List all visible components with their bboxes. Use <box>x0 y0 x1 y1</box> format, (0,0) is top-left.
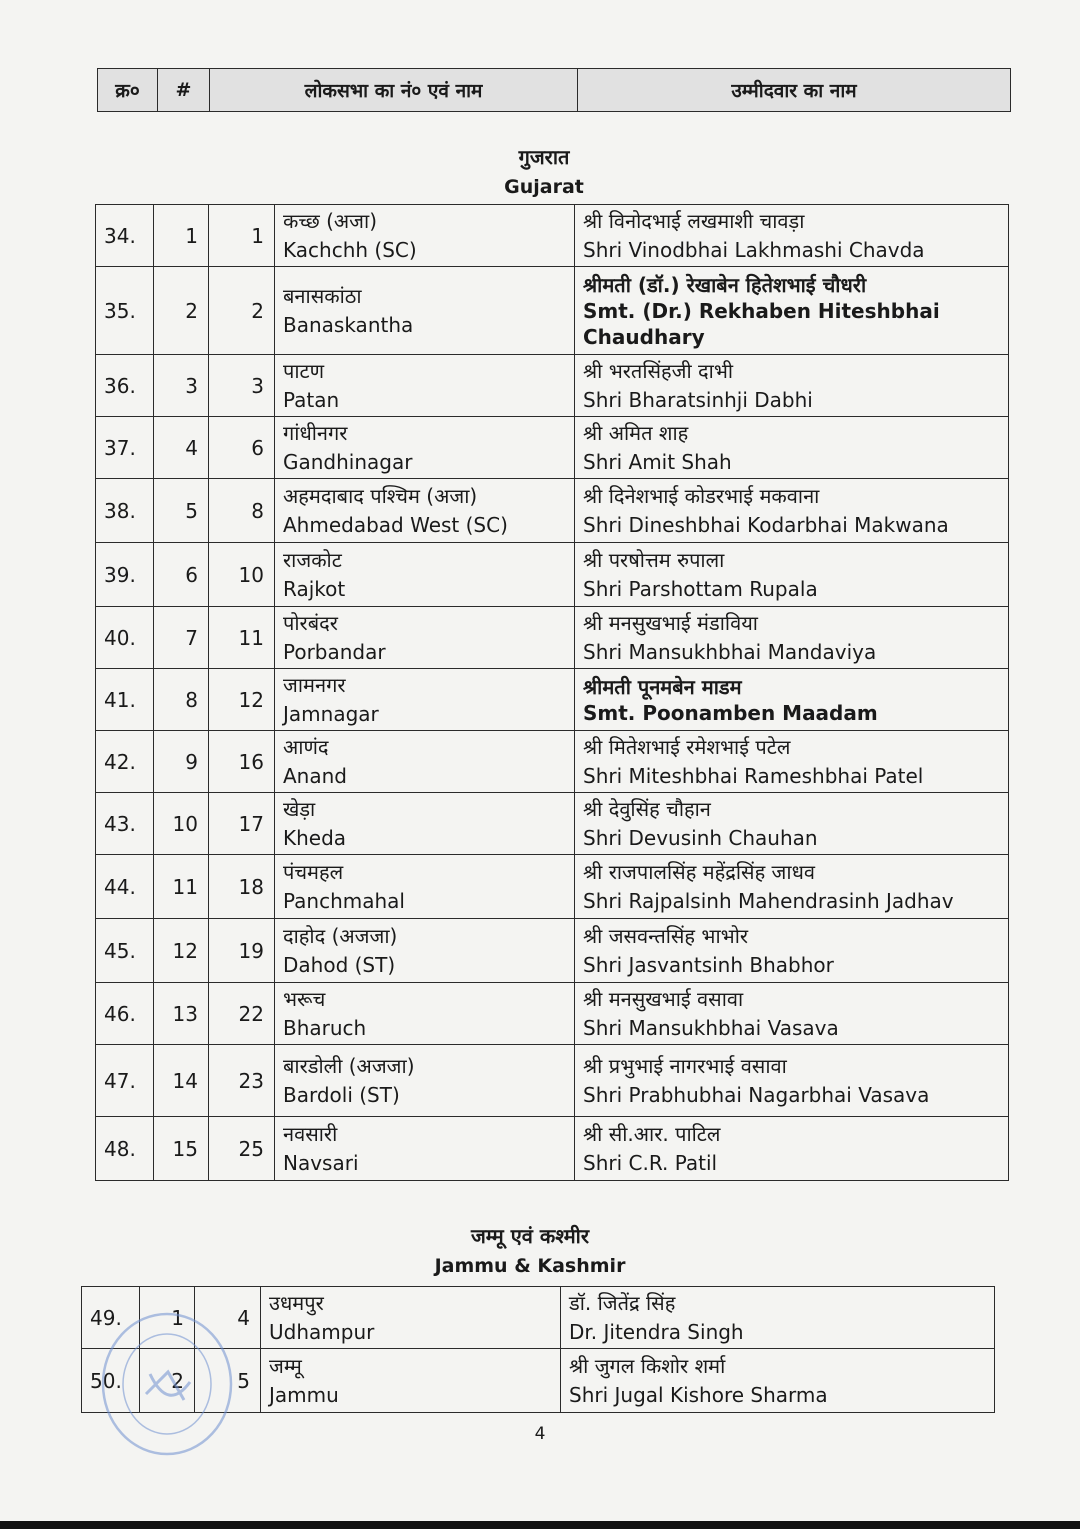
candidate-cell <box>575 543 1009 607</box>
constituency-name-hindi: पोरबंदर <box>283 610 338 635</box>
table-row <box>96 205 1009 267</box>
constituency-cell <box>275 731 575 793</box>
serial-number-cell: 40. <box>96 607 154 669</box>
constituency-cell <box>275 919 575 983</box>
candidate-name-english: Shri Mansukhbhai Mandaviya <box>583 639 877 664</box>
candidates-table-jammu-kashmir <box>81 1286 995 1413</box>
pc-number-cell: 6 <box>209 417 275 479</box>
candidate-cell <box>575 919 1009 983</box>
candidate-cell <box>575 205 1009 267</box>
constituency-name-hindi: कच्छ (अजा) <box>283 208 378 233</box>
candidate-name-hindi: श्री मितेशभाई रमेशभाई पटेल <box>583 734 791 759</box>
state-index-cell: 3 <box>154 355 209 417</box>
constituency-cell <box>275 983 575 1045</box>
candidate-name-english: Shri C.R. Patil <box>583 1150 718 1175</box>
constituency-cell <box>275 1117 575 1181</box>
pc-number-cell: 4 <box>195 1287 261 1349</box>
serial-number-cell: 48. <box>96 1117 154 1181</box>
candidate-cell <box>575 417 1009 479</box>
candidate-name-hindi: श्री सी.आर. पाटिल <box>583 1121 721 1146</box>
serial-number-cell: 49. <box>82 1287 140 1349</box>
candidate-cell <box>575 267 1009 355</box>
table-row <box>96 607 1009 669</box>
constituency-name-hindi: पंचमहल <box>283 859 344 884</box>
pc-number-cell: 17 <box>209 793 275 855</box>
pc-number-cell: 11 <box>209 607 275 669</box>
section-heading-jammu-kashmir <box>380 1222 680 1277</box>
constituency-name-hindi: नवसारी <box>283 1121 338 1146</box>
constituency-cell <box>275 267 575 355</box>
constituency-name-hindi: राजकोट <box>283 547 342 572</box>
pc-number-cell: 1 <box>209 205 275 267</box>
pc-number-cell: 8 <box>209 479 275 543</box>
serial-number-cell: 38. <box>96 479 154 543</box>
constituency-cell <box>275 1045 575 1117</box>
serial-number-cell: 36. <box>96 355 154 417</box>
constituency-cell <box>261 1349 561 1413</box>
section-title-en: Gujarat <box>504 176 584 198</box>
constituency-name-english: Dahod (ST) <box>283 952 396 977</box>
column-header-table <box>97 68 1011 112</box>
serial-number-cell: 39. <box>96 543 154 607</box>
constituency-name-hindi: उधमपुर <box>269 1290 324 1315</box>
constituency-cell <box>275 855 575 919</box>
candidate-cell <box>561 1287 995 1349</box>
candidate-name-hindi: श्री दिनेशभाई कोडरभाई मकवाना <box>583 483 820 508</box>
candidate-cell <box>575 669 1009 731</box>
constituency-cell <box>275 479 575 543</box>
page-number: 4 <box>534 1424 546 1444</box>
pc-number-cell: 3 <box>209 355 275 417</box>
candidate-name-english: Dr. Jitendra Singh <box>569 1319 744 1344</box>
pc-number-cell: 2 <box>209 267 275 355</box>
candidate-name-hindi: श्री परषोत्तम रुपाला <box>583 547 725 572</box>
candidate-name-english: Shri Amit Shah <box>583 449 732 474</box>
candidate-name-hindi: श्री प्रभुभाई नागरभाई वसावा <box>583 1053 787 1078</box>
constituency-name-english: Gandhinagar <box>283 449 413 474</box>
candidate-cell <box>575 607 1009 669</box>
table-row <box>96 983 1009 1045</box>
serial-number-cell: 46. <box>96 983 154 1045</box>
constituency-cell <box>275 607 575 669</box>
constituency-name-hindi: खेड़ा <box>283 796 316 821</box>
candidate-cell <box>575 355 1009 417</box>
section-title-hi: गुजरात <box>518 145 570 169</box>
pc-number-cell: 18 <box>209 855 275 919</box>
candidate-name-english: Shri Devusinh Chauhan <box>583 825 818 850</box>
constituency-name-english: Banaskantha <box>283 312 414 337</box>
state-index-cell: 4 <box>154 417 209 479</box>
constituency-name-english: Ahmedabad West (SC) <box>283 512 508 537</box>
serial-number-cell: 43. <box>96 793 154 855</box>
candidate-name-english: Smt. Poonamben Maadam <box>583 700 878 725</box>
candidate-name-english: Shri Prabhubhai Nagarbhai Vasava <box>583 1082 930 1107</box>
state-index-cell: 15 <box>154 1117 209 1181</box>
constituency-cell <box>275 543 575 607</box>
candidate-name-english: Shri Jasvantsinh Bhabhor <box>583 952 834 977</box>
candidate-name-hindi: श्री विनोदभाई लखमाशी चावड़ा <box>583 208 805 233</box>
constituency-cell <box>275 205 575 267</box>
candidate-cell <box>561 1349 995 1413</box>
bottom-edge-bar <box>0 1521 1080 1529</box>
candidate-name-english: Smt. (Dr.) Rekhaben Hiteshbhai Chaudhary <box>583 298 940 349</box>
constituency-name-english: Bardoli (ST) <box>283 1082 400 1107</box>
constituency-name-english: Kheda <box>283 825 347 850</box>
constituency-cell <box>275 355 575 417</box>
constituency-cell <box>275 669 575 731</box>
table-row <box>96 355 1009 417</box>
serial-number-cell: 42. <box>96 731 154 793</box>
candidate-name-english: Shri Dineshbhai Kodarbhai Makwana <box>583 512 949 537</box>
candidate-name-hindi: श्रीमती (डॉ.) रेखाबेन हितेशभाई चौधरी <box>583 272 867 297</box>
constituency-name-hindi: भरूच <box>283 986 326 1011</box>
candidate-name-english: Shri Jugal Kishore Sharma <box>569 1382 828 1407</box>
constituency-name-english: Panchmahal <box>283 888 405 913</box>
constituency-name-english: Bharuch <box>283 1015 367 1040</box>
candidate-name-english: Shri Mansukhbhai Vasava <box>583 1015 839 1040</box>
state-index-cell: 14 <box>154 1045 209 1117</box>
state-index-cell: 1 <box>140 1287 195 1349</box>
serial-number-cell: 44. <box>96 855 154 919</box>
table-row <box>96 731 1009 793</box>
constituency-cell <box>261 1287 561 1349</box>
constituency-name-hindi: आणंद <box>283 734 329 759</box>
pc-number-cell: 22 <box>209 983 275 1045</box>
table-row <box>96 855 1009 919</box>
constituency-name-hindi: जम्मू <box>269 1353 302 1378</box>
header-constituency: लोकसभा का नं० एवं नाम <box>210 69 578 112</box>
table-row <box>96 1045 1009 1117</box>
candidate-name-english: Shri Rajpalsinh Mahendrasinh Jadhav <box>583 888 954 913</box>
table-row <box>82 1349 995 1413</box>
candidate-name-english: Shri Parshottam Rupala <box>583 576 818 601</box>
serial-number-cell: 37. <box>96 417 154 479</box>
pc-number-cell: 23 <box>209 1045 275 1117</box>
pc-number-cell: 16 <box>209 731 275 793</box>
table-row <box>96 1117 1009 1181</box>
candidate-name-hindi: डॉ. जितेंद्र सिंह <box>569 1290 676 1315</box>
constituency-name-english: Anand <box>283 763 347 788</box>
table-row <box>96 669 1009 731</box>
serial-number-cell: 41. <box>96 669 154 731</box>
candidate-cell <box>575 1117 1009 1181</box>
candidate-name-hindi: श्री जसवन्तसिंह भाभोर <box>583 923 749 948</box>
constituency-name-hindi: गांधीनगर <box>283 420 348 445</box>
serial-number-cell: 34. <box>96 205 154 267</box>
header-kra: क्र० <box>98 69 158 112</box>
table-row <box>96 543 1009 607</box>
candidate-cell <box>575 731 1009 793</box>
constituency-name-english: Udhampur <box>269 1319 375 1344</box>
candidate-cell <box>575 855 1009 919</box>
serial-number-cell: 50. <box>82 1349 140 1413</box>
candidate-cell <box>575 1045 1009 1117</box>
constituency-name-hindi: बनासकांठा <box>283 283 362 308</box>
state-index-cell: 9 <box>154 731 209 793</box>
state-index-cell: 12 <box>154 919 209 983</box>
candidate-name-hindi: श्री भरतसिंहजी दाभी <box>583 358 734 383</box>
constituency-name-hindi: बारडोली (अजजा) <box>283 1053 415 1078</box>
table-row <box>96 919 1009 983</box>
state-index-cell: 11 <box>154 855 209 919</box>
section-title-hi: जम्मू एवं कश्मीर <box>470 1224 590 1248</box>
state-index-cell: 8 <box>154 669 209 731</box>
section-heading-gujarat <box>394 143 694 198</box>
candidate-name-english: Shri Miteshbhai Rameshbhai Patel <box>583 763 924 788</box>
candidate-name-hindi: श्री राजपालसिंह महेंद्रसिंह जाधव <box>583 859 815 884</box>
constituency-cell <box>275 417 575 479</box>
candidate-cell <box>575 983 1009 1045</box>
serial-number-cell: 47. <box>96 1045 154 1117</box>
header-hash: # <box>158 69 210 112</box>
pc-number-cell: 25 <box>209 1117 275 1181</box>
pc-number-cell: 10 <box>209 543 275 607</box>
table-row <box>96 479 1009 543</box>
state-index-cell: 7 <box>154 607 209 669</box>
constituency-name-hindi: दाहोद (अजजा) <box>283 923 398 948</box>
candidate-name-hindi: श्री देवुसिंह चौहान <box>583 796 711 821</box>
constituency-name-hindi: अहमदाबाद पश्चिम (अजा) <box>283 483 478 508</box>
state-index-cell: 6 <box>154 543 209 607</box>
constituency-name-english: Patan <box>283 387 340 412</box>
constituency-name-english: Jammu <box>269 1382 339 1407</box>
candidate-name-english: Shri Vinodbhai Lakhmashi Chavda <box>583 237 925 262</box>
table-row <box>82 1287 995 1349</box>
constituency-name-english: Kachchh (SC) <box>283 237 417 262</box>
constituency-name-english: Jamnagar <box>283 701 379 726</box>
candidate-name-english: Shri Bharatsinhji Dabhi <box>583 387 813 412</box>
candidate-cell <box>575 793 1009 855</box>
pc-number-cell: 12 <box>209 669 275 731</box>
table-row <box>96 417 1009 479</box>
candidate-name-hindi: श्री अमित शाह <box>583 420 689 445</box>
serial-number-cell: 45. <box>96 919 154 983</box>
candidate-name-hindi: श्रीमती पूनमबेन माडम <box>583 674 742 699</box>
constituency-cell <box>275 793 575 855</box>
pc-number-cell: 5 <box>195 1349 261 1413</box>
constituency-name-english: Navsari <box>283 1150 359 1175</box>
table-row <box>96 267 1009 355</box>
constituency-name-hindi: पाटण <box>283 358 325 383</box>
candidate-name-hindi: श्री मनसुखभाई मंडाविया <box>583 610 758 635</box>
constituency-name-hindi: जामनगर <box>283 672 346 697</box>
state-index-cell: 1 <box>154 205 209 267</box>
header-candidate: उम्मीदवार का नाम <box>578 69 1011 112</box>
state-index-cell: 2 <box>140 1349 195 1413</box>
pc-number-cell: 19 <box>209 919 275 983</box>
section-title-en: Jammu & Kashmir <box>434 1255 626 1277</box>
state-index-cell: 10 <box>154 793 209 855</box>
candidate-cell <box>575 479 1009 543</box>
table-row <box>96 793 1009 855</box>
serial-number-cell: 35. <box>96 267 154 355</box>
candidate-name-hindi: श्री जुगल किशोर शर्मा <box>569 1353 726 1378</box>
constituency-name-english: Porbandar <box>283 639 386 664</box>
candidate-name-hindi: श्री मनसुखभाई वसावा <box>583 986 744 1011</box>
state-index-cell: 5 <box>154 479 209 543</box>
state-index-cell: 13 <box>154 983 209 1045</box>
state-index-cell: 2 <box>154 267 209 355</box>
candidates-table-gujarat <box>95 204 1009 1181</box>
constituency-name-english: Rajkot <box>283 576 346 601</box>
